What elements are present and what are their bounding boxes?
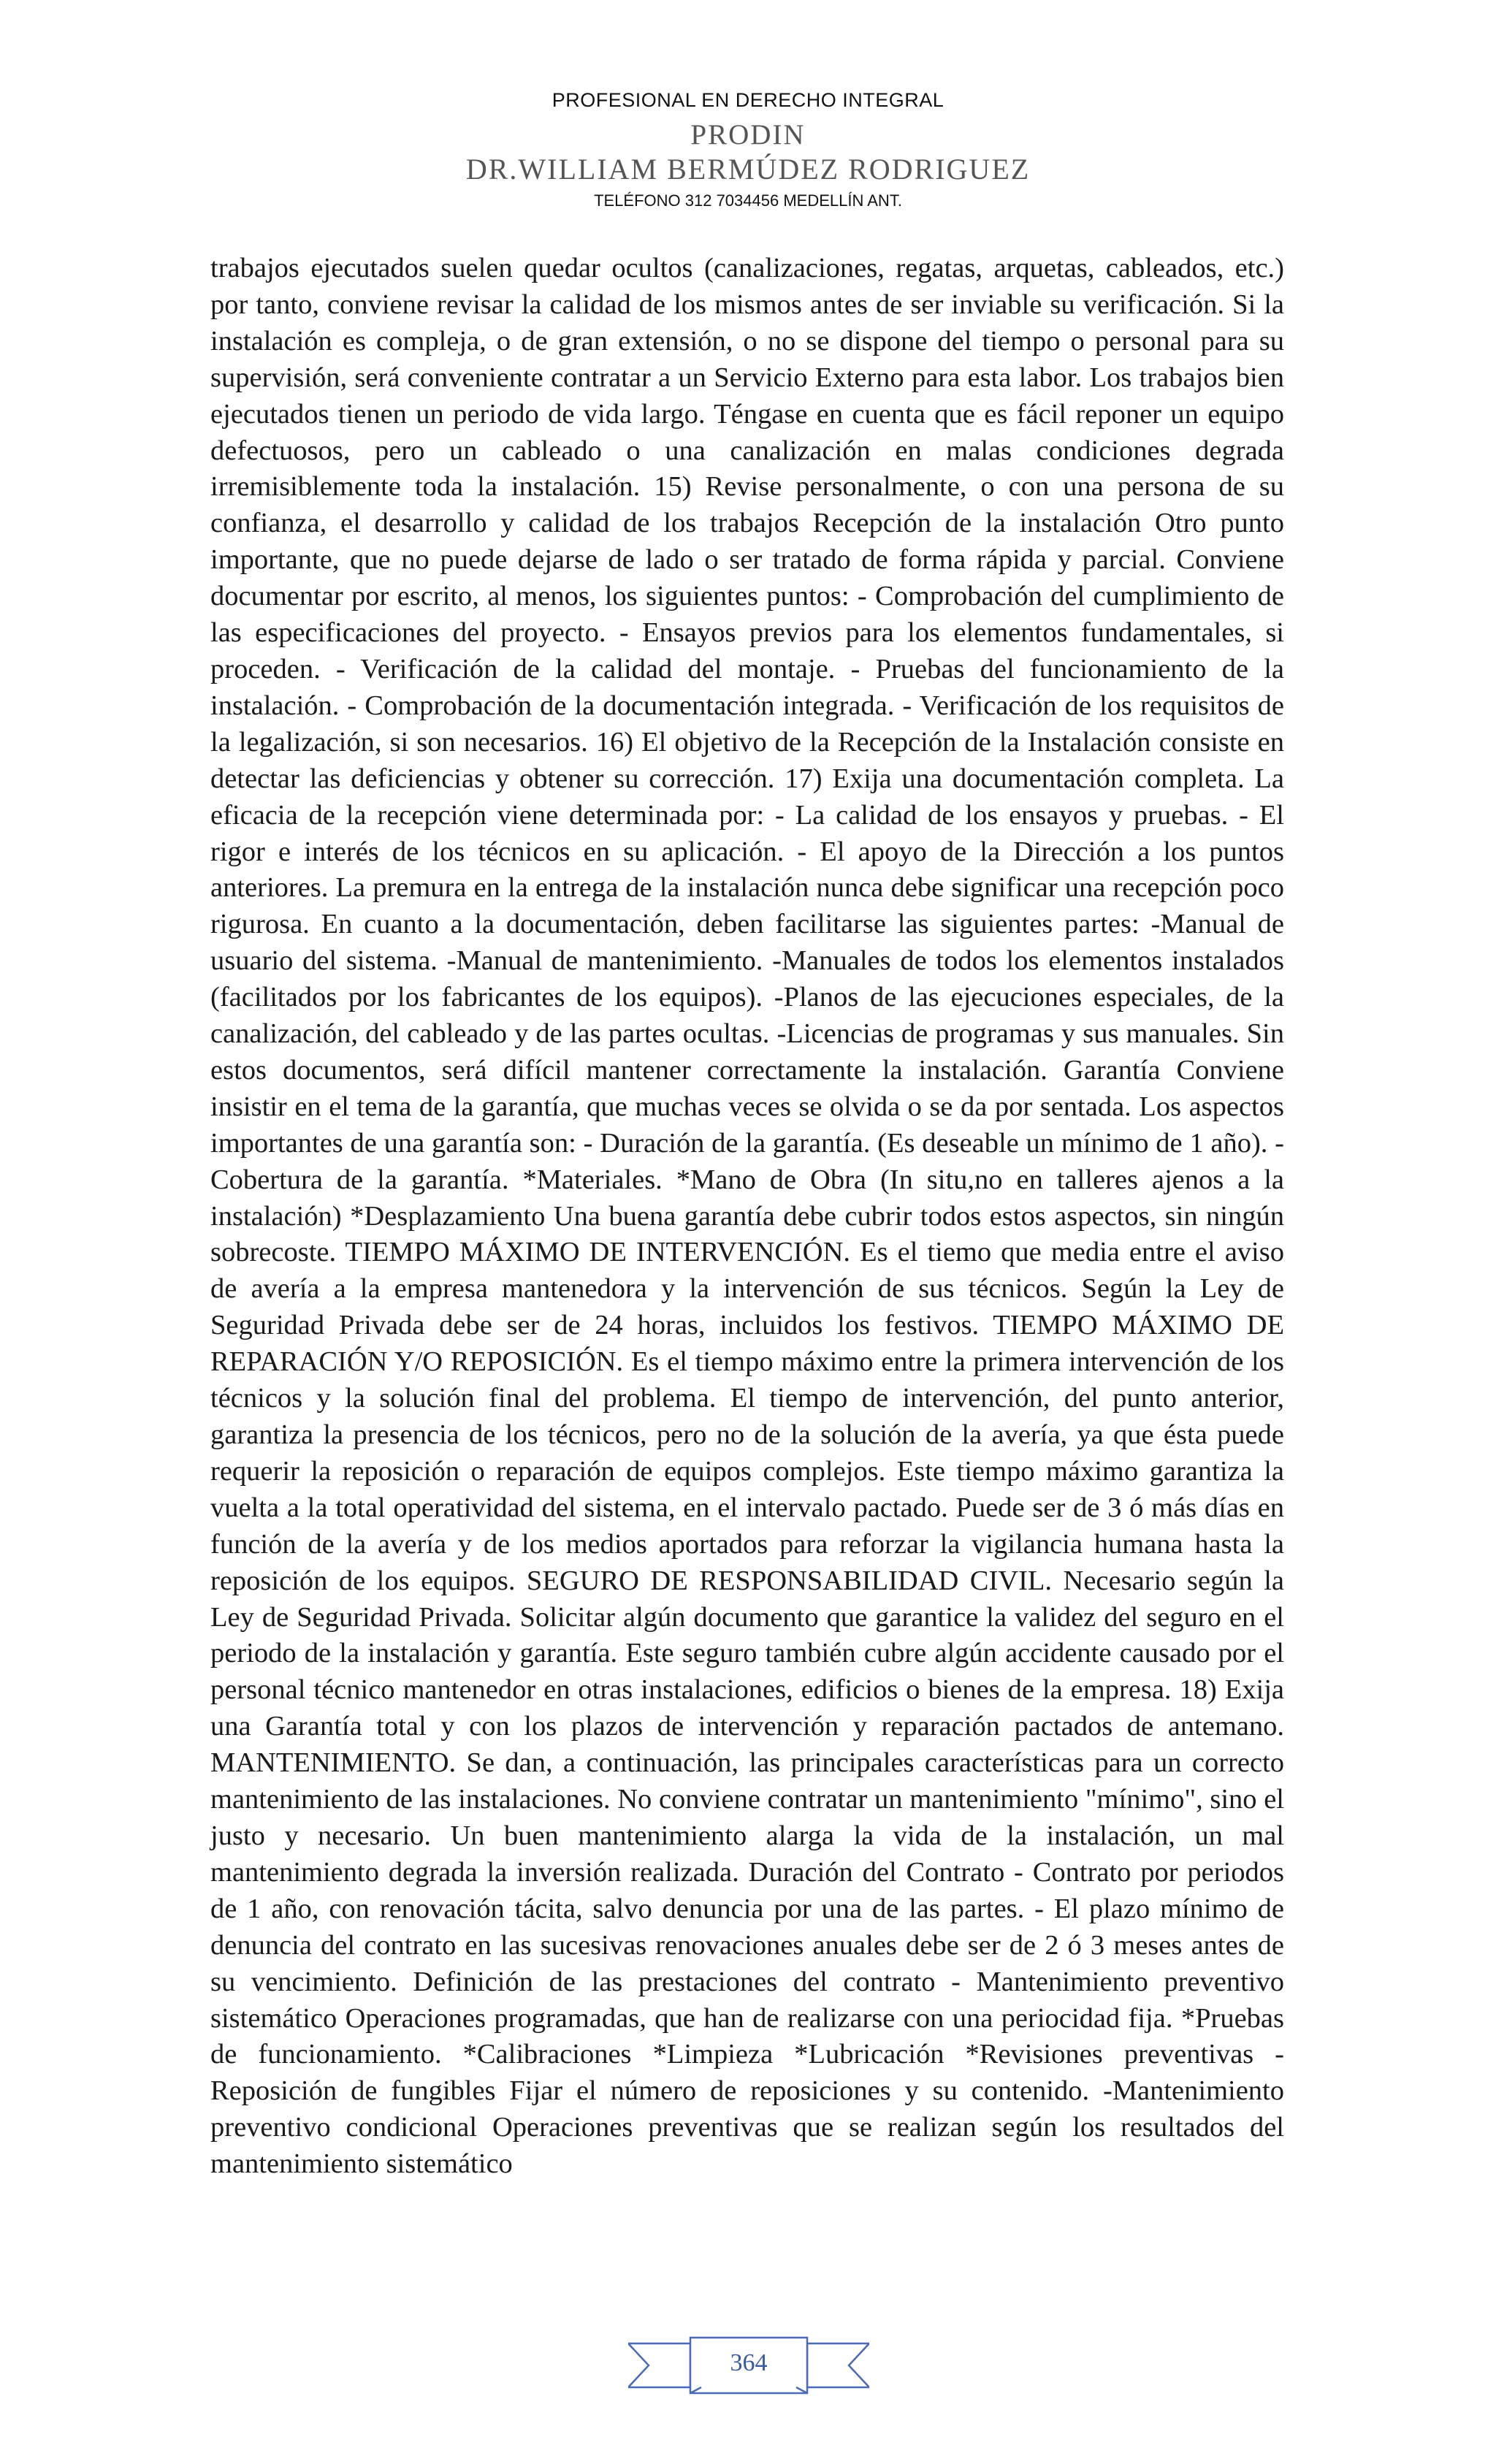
header-title: PROFESIONAL EN DERECHO INTEGRAL [552,89,944,111]
header-contact: TELÉFONO 312 7034456 MEDELLÍN ANT. [594,191,902,210]
document-body [210,251,1284,2183]
header-acronym: PRODIN [690,119,806,150]
page-footer [628,2330,869,2418]
body-paragraph: trabajos ejecutados suelen quedar ocultos (canalizaciones, regatas, arquetas, cableados, etc.) por tanto, conviene revisar la calidad de los mismos antes de ser inviable su verificación. Si la instalación es compleja, o de gran extensión, o no se dispone del tiempo o personal para su supervisión, será conveniente contratar a un Servicio Externo para esta labor. Los trabajos bien ejecutados tienen un periodo de vida largo. Téngase en cuenta que es fácil reponer un equipo defectuosos, pero un cableado o una canalización en malas condiciones degrada irremisiblemente toda la instalación. 15) Revise personalmente, o con una persona de su confianza, el desarrollo y calidad de los trabajos Recepción de la instalación Otro punto importante, que no puede dejarse de lado o ser tratado de forma rápida y parcial. Conviene documentar por escrito, al menos, los siguientes puntos: - Comprobación del cumplimiento de las especificaciones del proyecto. - Ensayos previos para los elementos fundamentales, si proceden. - Verificación de la calidad del montaje. - Pruebas del funcionamiento de la instalación. - Comprobación de la documentación integrada. - Verificación de los requisitos de la legalización, si son necesarios. 16) El objetivo de la Recepción de la Instalación consiste en detectar las deficiencias y obtener su corrección. 17) Exija una documentación completa. La eficacia de la recepción viene determinada por: - La calidad de los ensayos y pruebas. - El rigor e interés de los técnicos en su aplicación. - El apoyo de la Dirección a los puntos anteriores. La premura en la entrega de la instalación nunca debe significar una recepción poco rigurosa. En cuanto a la documentación, deben facilitarse las siguientes partes: -Manual de usuario del sistema. -Manual de mantenimiento. -Manuales de todos los elementos instalados (facilitados por los fabricantes de los equipos). -Planos de las ejecuciones especiales, de la canalización, del cableado y de las partes ocultas. -Licencias de programas y sus manuales. Sin estos documentos, será difícil mantener correctamente la instalación. Garantía Conviene insistir en el tema de la garantía, que muchas veces se olvida o se da por sentada. Los aspectos importantes de una garantía son: - Duración de la garantía. (Es deseable un mínimo de 1 año). - Cobertura de la garantía. *Materiales. *Mano de Obra (In situ,no en talleres ajenos a la instalación) *Desplazamiento Una buena garantía debe cubrir todos estos aspectos, sin ningún sobrecoste. TIEMPO MÁXIMO DE INTERVENCIÓN. Es el tiemo que media entre el aviso de avería a la empresa mantenedora y la intervención de sus técnicos. Según la Ley de Seguridad Privada debe ser de 24 horas, incluidos los festivos. TIEMPO MÁXIMO DE REPARACIÓN Y/O REPOSICIÓN. Es el tiempo máximo entre la primera intervención de los técnicos y la solución final del problema. El tiempo de intervención, del punto anterior, garantiza la presencia de los técnicos, pero no de la solución de la avería, ya que ésta puede requerir la reposición o reparación de equipos complejos. Este tiempo máximo garantiza la vuelta a la total operatividad del sistema, en el intervalo pactado. Puede ser de 3 ó más días en función de la avería y de los medios aportados para reforzar la vigilancia humana hasta la reposición de los equipos. SEGURO DE RESPONSABILIDAD CIVIL. Necesario según la Ley de Seguridad Privada. Solicitar algún documento que garantice la validez del seguro en el periodo de la instalación y garantía. Este seguro también cubre algún accidente causado por el personal técnico mantenedor en otras instalaciones, edificios o bienes de la empresa. 18) Exija una Garantía total y con los plazos de intervención y reparación pactados de antemano. MANTENIMIENTO. Se dan, a continuación, las principales características para un correcto mantenimiento de las instalaciones. No conviene contratar un mantenimiento "mínimo", sino el justo y necesario. Un buen mantenimiento alarga la vida de la instalación, un mal mantenimiento degrada la inversión realizada. Duración del Contrato - Contrato por periodos de 1 año, con renovación tácita, salvo denuncia por una de las partes. - El plazo mínimo de denuncia del contrato en las sucesivas renovaciones anuales debe ser de 2 ó 3 meses antes de su vencimiento. Definición de las prestaciones del contrato - Mantenimiento preventivo sistemático Operaciones programadas, que han de realizarse con una periocidad fija. *Pruebas de funcionamiento. *Calibraciones *Limpieza *Lubricación *Revisiones preventivas - Reposición de fungibles Fijar el número de reposiciones y su contenido. -Mantenimiento preventivo condicional Operaciones preventivas que se realizan según los resultados del mantenimiento sistemático [210,253,1284,2180]
header-author: DR.WILLIAM BERMÚDEZ RODRIGUEZ [465,153,1031,186]
page-number: 364 [730,2349,768,2376]
